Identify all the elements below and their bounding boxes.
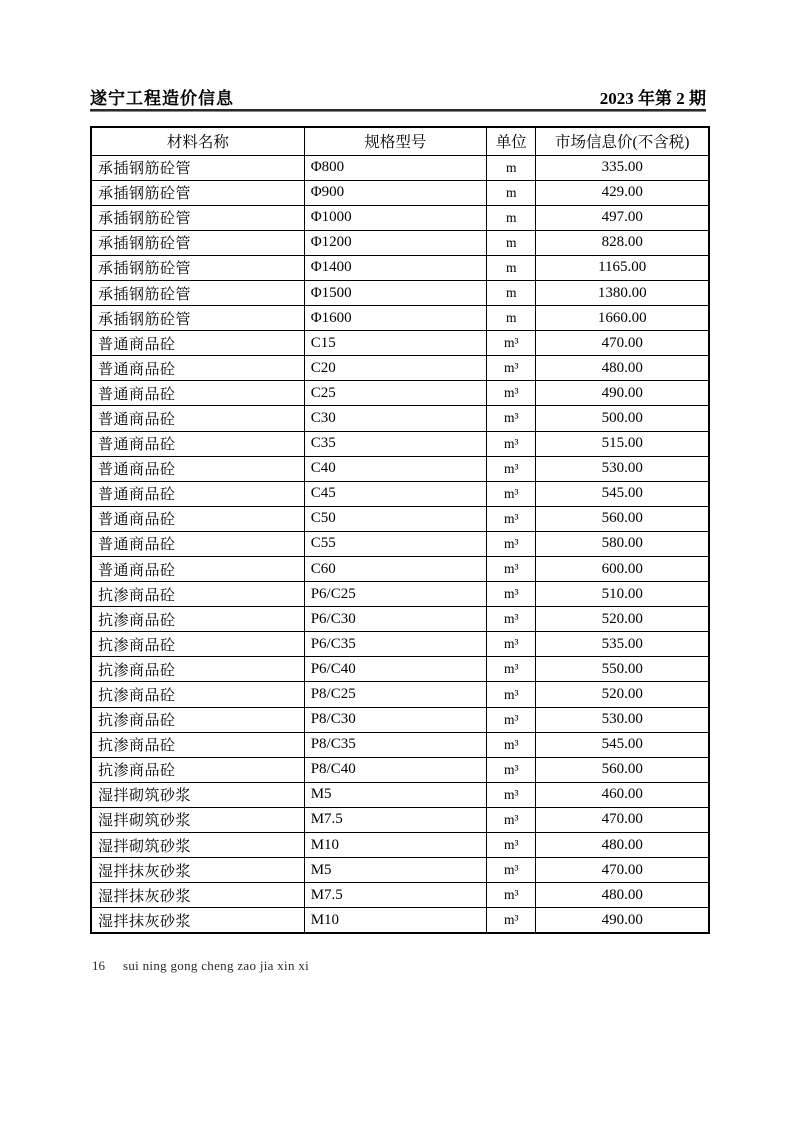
market-price-cell: 600.00 (536, 557, 709, 582)
table-row (91, 908, 709, 933)
column-header-unit: 单位 (487, 127, 536, 155)
table-row (91, 180, 709, 205)
spec-model-cell: P6/C25 (304, 582, 486, 607)
spec-model-cell: C40 (304, 456, 486, 481)
unit-cell: m³ (487, 757, 536, 782)
unit-cell: m³ (487, 732, 536, 757)
material-name-cell: 湿拌抹灰砂浆 (91, 908, 304, 933)
spec-model-cell: Φ1600 (304, 306, 486, 331)
spec-model-cell: P8/C40 (304, 757, 486, 782)
table-row (91, 557, 709, 582)
market-price-cell: 560.00 (536, 506, 709, 531)
table-row (91, 506, 709, 531)
market-price-cell: 470.00 (536, 331, 709, 356)
market-price-cell: 530.00 (536, 707, 709, 732)
table-row (91, 657, 709, 682)
spec-model-cell: M5 (304, 858, 486, 883)
spec-model-cell: M7.5 (304, 883, 486, 908)
market-price-cell: 1165.00 (536, 255, 709, 280)
unit-cell: m (487, 180, 536, 205)
market-price-cell: 490.00 (536, 381, 709, 406)
unit-cell: m³ (487, 356, 536, 381)
market-price-cell: 480.00 (536, 883, 709, 908)
spec-model-cell: C45 (304, 481, 486, 506)
material-name-cell: 普通商品砼 (91, 456, 304, 481)
unit-cell: m³ (487, 506, 536, 531)
publication-title: 遂宁工程造价信息 (90, 89, 234, 108)
table-row (91, 456, 709, 481)
table-row (91, 406, 709, 431)
unit-cell: m (487, 155, 536, 180)
material-name-cell: 湿拌抹灰砂浆 (91, 883, 304, 908)
material-price-table (90, 126, 710, 934)
column-header-spec: 规格型号 (304, 127, 486, 155)
unit-cell: m³ (487, 833, 536, 858)
table-row (91, 230, 709, 255)
material-name-cell: 普通商品砼 (91, 481, 304, 506)
material-name-cell: 承插钢筋砼管 (91, 280, 304, 305)
document-header (90, 84, 706, 109)
material-name-cell: 抗渗商品砼 (91, 757, 304, 782)
market-price-cell: 490.00 (536, 908, 709, 933)
market-price-cell: 500.00 (536, 406, 709, 431)
spec-model-cell: C25 (304, 381, 486, 406)
table-row (91, 155, 709, 180)
market-price-cell: 510.00 (536, 582, 709, 607)
spec-model-cell: Φ1400 (304, 255, 486, 280)
market-price-cell: 429.00 (536, 180, 709, 205)
market-price-cell: 515.00 (536, 431, 709, 456)
unit-cell: m (487, 230, 536, 255)
table-row (91, 757, 709, 782)
material-name-cell: 湿拌砌筑砂浆 (91, 833, 304, 858)
table-row (91, 356, 709, 381)
unit-cell: m³ (487, 858, 536, 883)
spec-model-cell: Φ1500 (304, 280, 486, 305)
table-header-row (91, 127, 709, 155)
market-price-cell: 545.00 (536, 481, 709, 506)
spec-model-cell: M5 (304, 782, 486, 807)
material-name-cell: 湿拌砌筑砂浆 (91, 807, 304, 832)
unit-cell: m (487, 280, 536, 305)
material-name-cell: 抗渗商品砼 (91, 632, 304, 657)
table-row (91, 632, 709, 657)
material-name-cell: 抗渗商品砼 (91, 582, 304, 607)
table-row (91, 782, 709, 807)
material-name-cell: 普通商品砼 (91, 431, 304, 456)
spec-model-cell: Φ800 (304, 155, 486, 180)
table-row (91, 682, 709, 707)
spec-model-cell: P8/C35 (304, 732, 486, 757)
spec-model-cell: C60 (304, 557, 486, 582)
market-price-cell: 497.00 (536, 205, 709, 230)
material-name-cell: 承插钢筋砼管 (91, 255, 304, 280)
unit-cell: m³ (487, 632, 536, 657)
spec-model-cell: C50 (304, 506, 486, 531)
market-price-cell: 530.00 (536, 456, 709, 481)
document-footer (92, 958, 309, 974)
spec-model-cell: Φ900 (304, 180, 486, 205)
unit-cell: m³ (487, 331, 536, 356)
material-name-cell: 抗渗商品砼 (91, 682, 304, 707)
column-header-price: 市场信息价(不含税) (536, 127, 709, 155)
material-name-cell: 湿拌砌筑砂浆 (91, 782, 304, 807)
material-name-cell: 承插钢筋砼管 (91, 230, 304, 255)
table-row (91, 431, 709, 456)
market-price-cell: 580.00 (536, 531, 709, 556)
material-name-cell: 普通商品砼 (91, 381, 304, 406)
spec-model-cell: M10 (304, 833, 486, 858)
price-table-body (91, 155, 709, 933)
material-name-cell: 普通商品砼 (91, 506, 304, 531)
material-name-cell: 承插钢筋砼管 (91, 155, 304, 180)
unit-cell: m³ (487, 707, 536, 732)
unit-cell: m³ (487, 657, 536, 682)
spec-model-cell: Φ1000 (304, 205, 486, 230)
unit-cell: m³ (487, 456, 536, 481)
table-row (91, 607, 709, 632)
material-name-cell: 抗渗商品砼 (91, 657, 304, 682)
table-row (91, 531, 709, 556)
unit-cell: m³ (487, 557, 536, 582)
spec-model-cell: C20 (304, 356, 486, 381)
table-row (91, 582, 709, 607)
spec-model-cell: C35 (304, 431, 486, 456)
material-name-cell: 抗渗商品砼 (91, 607, 304, 632)
material-name-cell: 抗渗商品砼 (91, 732, 304, 757)
unit-cell: m³ (487, 381, 536, 406)
unit-cell: m³ (487, 682, 536, 707)
footer-pinyin-text: sui ning gong cheng zao jia xin xi (123, 958, 310, 973)
spec-model-cell: P6/C30 (304, 607, 486, 632)
table-row (91, 306, 709, 331)
spec-model-cell: M10 (304, 908, 486, 933)
material-name-cell: 普通商品砼 (91, 331, 304, 356)
table-row (91, 280, 709, 305)
spec-model-cell: P6/C40 (304, 657, 486, 682)
table-row (91, 707, 709, 732)
unit-cell: m³ (487, 431, 536, 456)
market-price-cell: 550.00 (536, 657, 709, 682)
unit-cell: m³ (487, 807, 536, 832)
material-name-cell: 普通商品砼 (91, 531, 304, 556)
market-price-cell: 470.00 (536, 807, 709, 832)
table-row (91, 481, 709, 506)
table-row (91, 858, 709, 883)
market-price-cell: 470.00 (536, 858, 709, 883)
material-name-cell: 普通商品砼 (91, 557, 304, 582)
unit-cell: m³ (487, 607, 536, 632)
table-row (91, 255, 709, 280)
column-header-material: 材料名称 (91, 127, 304, 155)
unit-cell: m (487, 255, 536, 280)
unit-cell: m³ (487, 406, 536, 431)
spec-model-cell: C30 (304, 406, 486, 431)
unit-cell: m³ (487, 883, 536, 908)
market-price-cell: 335.00 (536, 155, 709, 180)
spec-model-cell: C55 (304, 531, 486, 556)
market-price-cell: 480.00 (536, 833, 709, 858)
material-name-cell: 普通商品砼 (91, 356, 304, 381)
market-price-cell: 535.00 (536, 632, 709, 657)
material-name-cell: 抗渗商品砼 (91, 707, 304, 732)
unit-cell: m (487, 205, 536, 230)
table-row (91, 331, 709, 356)
market-price-cell: 520.00 (536, 682, 709, 707)
spec-model-cell: P8/C25 (304, 682, 486, 707)
unit-cell: m³ (487, 531, 536, 556)
table-row (91, 833, 709, 858)
spec-model-cell: P6/C35 (304, 632, 486, 657)
material-name-cell: 承插钢筋砼管 (91, 306, 304, 331)
table-row (91, 381, 709, 406)
issue-label: 2023 年第 2 期 (599, 89, 706, 108)
page-number: 16 (92, 958, 105, 973)
unit-cell: m³ (487, 908, 536, 933)
market-price-cell: 520.00 (536, 607, 709, 632)
spec-model-cell: Φ1200 (304, 230, 486, 255)
market-price-cell: 1380.00 (536, 280, 709, 305)
material-name-cell: 普通商品砼 (91, 406, 304, 431)
market-price-cell: 480.00 (536, 356, 709, 381)
table-row (91, 807, 709, 832)
material-name-cell: 承插钢筋砼管 (91, 205, 304, 230)
header-divider-rule (90, 109, 706, 112)
unit-cell: m (487, 306, 536, 331)
spec-model-cell: C15 (304, 331, 486, 356)
market-price-cell: 460.00 (536, 782, 709, 807)
market-price-cell: 545.00 (536, 732, 709, 757)
unit-cell: m³ (487, 582, 536, 607)
spec-model-cell: P8/C30 (304, 707, 486, 732)
market-price-cell: 1660.00 (536, 306, 709, 331)
table-row (91, 883, 709, 908)
unit-cell: m³ (487, 782, 536, 807)
material-name-cell: 承插钢筋砼管 (91, 180, 304, 205)
material-name-cell: 湿拌抹灰砂浆 (91, 858, 304, 883)
market-price-cell: 828.00 (536, 230, 709, 255)
table-row (91, 205, 709, 230)
spec-model-cell: M7.5 (304, 807, 486, 832)
unit-cell: m³ (487, 481, 536, 506)
table-row (91, 732, 709, 757)
market-price-cell: 560.00 (536, 757, 709, 782)
